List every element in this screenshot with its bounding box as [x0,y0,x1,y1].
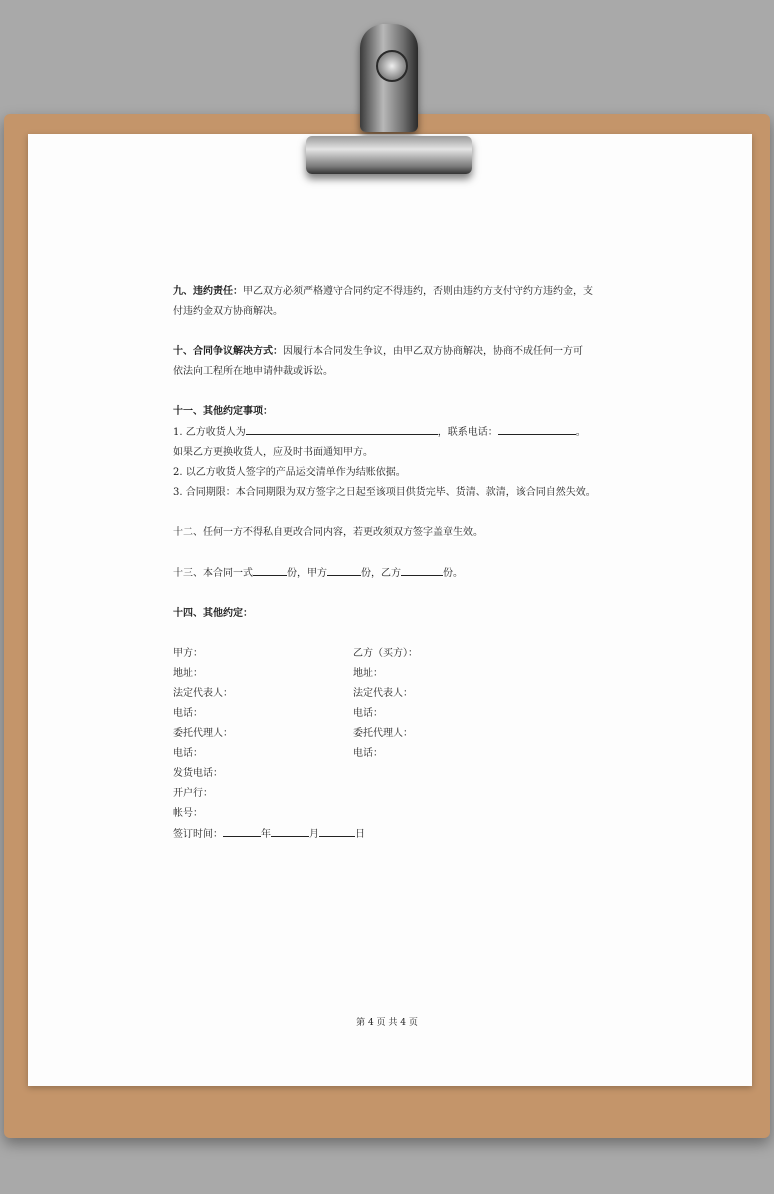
section-12: 十二、任何一方不得私自更改合同内容，若更改须双方签字盖章生效。 [173,527,483,538]
agent-a-label: 委托代理人： [173,728,233,739]
section-13 [173,563,613,584]
section-11-title: 十一、其他约定事项： [173,406,273,417]
section-13-prefix: 十三、本合同一式 [173,568,253,579]
bank-label: 开户行： [173,788,213,799]
rep-a-label: 法定代表人： [173,688,233,699]
phone2-a-label: 电话： [173,748,203,759]
agent-b-label: 委托代理人： [353,728,413,739]
section-11-item-2: 2. 以乙方收货人签字的产品运交清单作为结账依据。 [173,467,406,478]
section-9-text: 甲乙双方必须严格遵守合同约定不得违约，否则由违约方支付守约方违约金，支 [243,286,593,297]
clip-hole-icon [376,50,408,82]
signing-date [173,824,613,845]
copies-b-blank [401,563,443,576]
year-blank [223,824,261,837]
phone-b-label: 电话： [353,708,383,719]
signature-row-phone [173,704,613,724]
section-14-title: 十四、其他约定： [173,608,253,619]
section-13-part2: 份，乙方 [361,568,401,579]
copies-blank [253,563,287,576]
year-label: 年 [261,829,271,840]
item-1-prefix: 1. 乙方收货人为 [173,427,246,438]
section-10 [173,342,613,362]
date-prefix: 签订时间： [173,829,223,840]
clip-base-icon [306,136,472,174]
copies-a-blank [327,563,361,576]
signature-row-party [173,644,613,664]
contract-body [173,282,613,845]
signature-row-phone2 [173,744,613,764]
section-10-cont: 依法向工程所在地申请仲裁或诉讼。 [173,366,333,377]
section-11-item-3: 3. 合同期限：本合同期限为双方签字之日起至该项目供货完毕、货清、款清，该合同自然失效。 [173,487,596,498]
receiver-blank [246,422,438,435]
address-a-label: 地址： [173,668,203,679]
item-1-end: 。 [575,427,586,438]
rep-b-label: 法定代表人： [353,688,413,699]
day-label: 日 [355,829,365,840]
section-10-text: 因履行本合同发生争议，由甲乙双方协商解决，协商不成任何一方可 [283,346,583,357]
section-9-title: 九、违约责任： [173,286,243,297]
month-blank [271,824,309,837]
ship-phone-label: 发货电话： [173,768,223,779]
receiver-phone-blank [498,422,576,435]
party-a-label: 甲方： [173,648,203,659]
signature-row-address [173,664,613,684]
section-9 [173,282,613,302]
account-label: 帐号： [173,808,203,819]
section-11-item-1-cont: 如果乙方更换收货人，应及时书面通知甲方。 [173,447,373,458]
day-blank [319,824,355,837]
address-b-label: 地址： [353,668,383,679]
signature-row-rep [173,684,613,704]
section-13-part1: 份，甲方 [287,568,327,579]
signature-row-agent [173,724,613,744]
item-1-mid: ，联系电话： [437,427,498,438]
party-b-label: 乙方（买方）： [353,648,418,659]
month-label: 月 [309,829,319,840]
section-11-item-1 [173,422,613,443]
section-9-cont: 付违约金双方协商解决。 [173,306,283,317]
section-13-part3: 份。 [443,568,463,579]
phone2-b-label: 电话： [353,748,383,759]
page-number: 第 4 页 共 4 页 [356,1018,418,1028]
phone-a-label: 电话： [173,708,203,719]
section-10-title: 十、合同争议解决方式： [173,346,283,357]
